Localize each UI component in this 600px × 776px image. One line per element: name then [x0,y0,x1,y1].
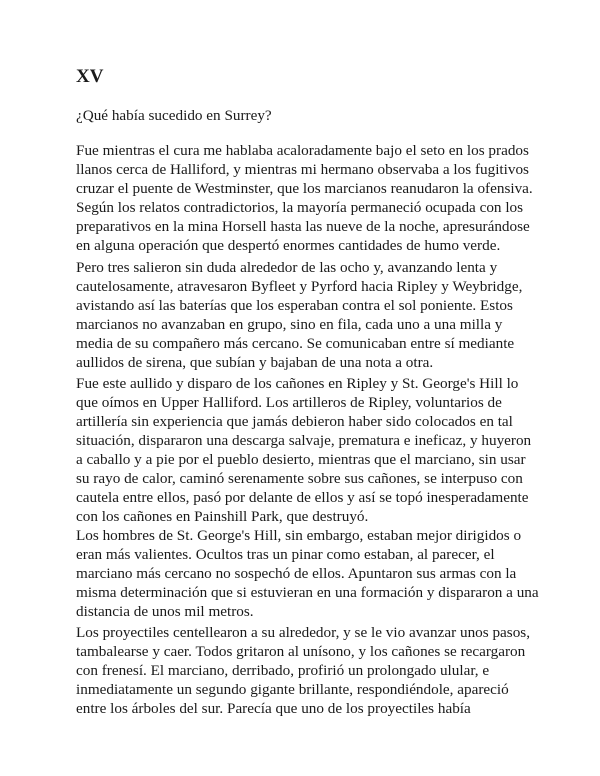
text-line: llanos cerca de Halliford, y mientras mi hermano observaba a los fugitivos [76,161,529,178]
text-line: avistando así las baterías que los esperaban contra el sol poniente. Estos [76,297,513,314]
text-line: entre los árboles del sur. Parecía que uno de los proyectiles había [76,700,471,717]
paragraph-3 [76,374,531,526]
text-line: su rayo de calor, caminó serenamente sobre sus cañones, se interpuso con [76,470,523,487]
text-line: media de su compañero más cercano. Se comunicaban entre sí mediante [76,335,515,352]
text-line: cautela entre ellos, pasó por delante de ellos y así se topó inesperadamente [76,489,529,506]
text-line: eran más valientes. Ocultos tras un pinar como estaban, al parecer, el [76,546,495,563]
text-line: con los cañones en Painshill Park, que destruyó. [76,508,369,525]
paragraph-5 [76,623,530,718]
text-line: artillería sin experiencia que jamás debieron haber sido colocados en tal [76,413,513,430]
text-line: inmediatamente un segundo gigante brillante, respondiéndole, apareció [76,681,509,698]
text-line: Los hombres de St. George's Hill, sin embargo, estaban mejor dirigidos o [76,527,522,544]
text-line: situación, dispararon una descarga salvaje, prematura e ineficaz, y huyeron [76,432,532,449]
text-line: misma determinación que si estuvieran en una formación y dispararon a una [76,584,539,601]
text-line: cautelosamente, atravesaron Byfleet y Pyrford hacia Ripley y Weybridge, [76,278,523,295]
text-line: a caballo y a pie por el pueblo desierto, mientras que el marciano, sin usar [76,451,526,468]
text-line: Según los relatos contradictorios, la mayoría permaneció ocupada con los [76,199,524,216]
text-line: distancia de unos mil metros. [76,603,254,620]
text-line: cruzar el puente de Westminster, que los marcianos reanudaron la ofensiva. [76,180,533,197]
text-line: que oímos en Upper Halliford. Los artilleros de Ripley, voluntarios de [76,394,502,411]
text-line: aullidos de sirena, que subían y bajaban de una nota a otra. [76,354,434,371]
text-line: con frenesí. El marciano, derribado, profirió un prolongado ulular, e [76,662,490,679]
paragraph-2 [76,258,522,372]
text-line: preparativos en la mina Horsell hasta las nueve de la noche, apresurándose [76,218,530,235]
paragraph-1 [76,141,533,255]
chapter-heading: XV [76,66,104,87]
chapter-subtitle: ¿Qué había sucedido en Surrey? [76,107,272,124]
text-line: tambalearse y caer. Todos gritaron al unísono, y los cañones se recargaron [76,643,526,660]
text-line: marcianos no avanzaban en grupo, sino en fila, cada uno a una milla y [76,316,503,333]
text-line: Fue mientras el cura me hablaba acaloradamente bajo el seto en los prados [76,142,529,159]
paragraph-4 [76,526,539,621]
text-line: en alguna operación que despertó enormes cantidades de humo verde. [76,237,501,254]
text-line: Pero tres salieron sin duda alrededor de las ocho y, avanzando lenta y [76,259,498,276]
text-line: Los proyectiles centellearon a su alrededor, y se le vio avanzar unos pasos, [76,624,531,641]
text-line: Fue este aullido y disparo de los cañones en Ripley y St. George's Hill lo [76,375,519,392]
text-line: marciano más cercano no sospechó de ellos. Apuntaron sus armas con la [76,565,517,582]
